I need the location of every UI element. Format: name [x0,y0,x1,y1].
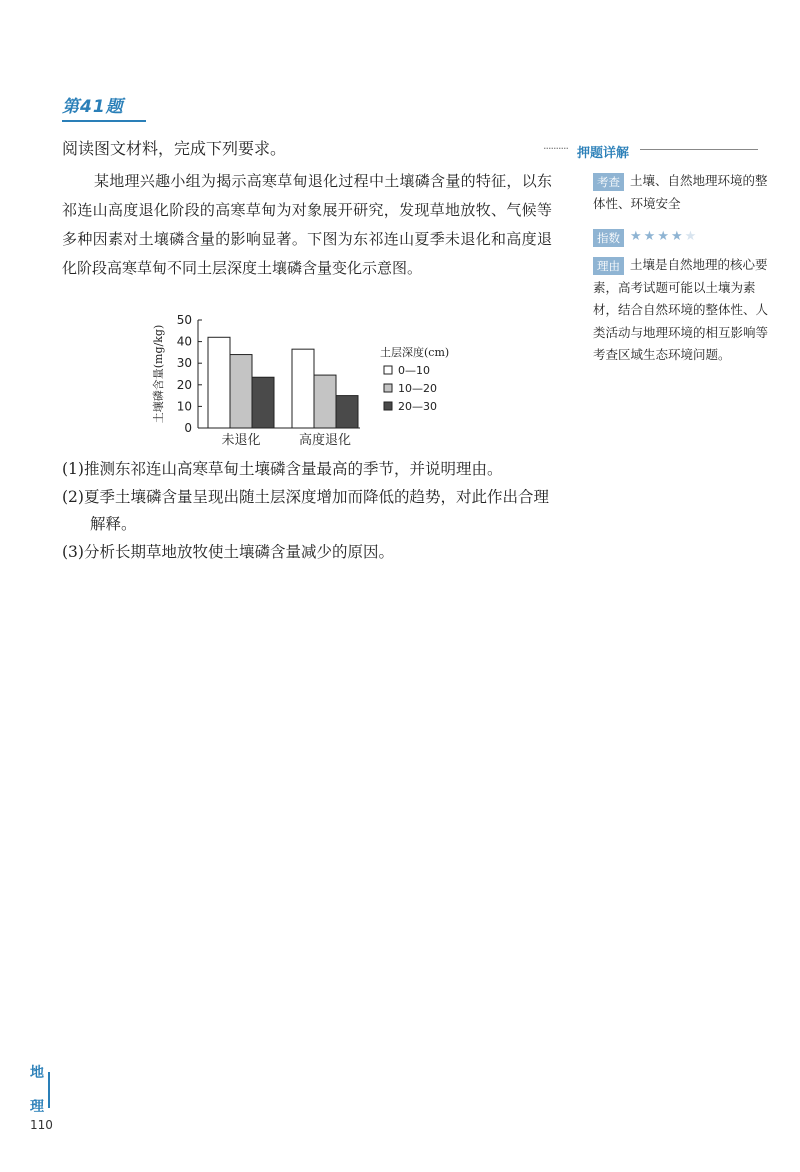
question-1: (1)推测东祁连山高寒草甸土壤磷含量最高的季节，并说明理由。 [62,460,503,478]
bar-2-2 [314,375,336,428]
bar-2-3 [336,396,358,428]
reason-tag: 理由 [593,257,624,275]
y-tick-label: 30 [176,356,192,371]
bar-1-3 [252,377,274,428]
y-tick-label: 40 [176,334,192,349]
title-underline [62,120,146,122]
star-filled-icon: ★ [657,229,671,245]
material-paragraph: 某地理兴趣小组为揭示高寒草甸退化过程中土壤磷含量的特征，以东祁连山高度退化阶段的高寒草甸为对象展开研究，发现草地放牧、气候等多种因素对土壤磷含量的影响显著。下图为东祁连山夏季未退化和高度退化阶段高寒草甸不同土层深度土壤磷含量变化示意图。 [62,172,552,277]
bar-chart-container [150,312,470,452]
legend-swatch [384,384,392,392]
difficulty-stars [630,226,698,249]
reason-text: 土壤是自然地理的核心要素，高考试题可能以土壤为素材，结合自然环境的整体性、人类活动与地理环境的相互影响等考查区域生态环境问题。 [593,257,769,362]
page-footer [30,1062,70,1136]
page-number: 110 [30,1118,53,1132]
y-tick-label: 0 [184,421,192,435]
y-axis-label: 土壤磷含量(mg/kg) [152,324,165,424]
question-title: 第41题 [62,97,124,117]
y-tick-label: 20 [176,377,192,392]
bar-1-2 [230,355,252,428]
y-tick-label: 10 [176,399,192,414]
dotted-leader: ·········· [543,142,568,155]
bar-1-1 [208,337,230,428]
subject-char-2: 理 [30,1099,44,1115]
topic-tag: 考查 [593,173,624,191]
subject-char-1: 地 [30,1065,44,1081]
question-3: (3)分析长期草地放牧使土壤磷含量减少的原因。 [62,542,394,561]
star-empty-icon: ★ [684,229,699,245]
footer-bar [48,1072,50,1108]
star-filled-icon: ★ [643,229,658,245]
legend-swatch [384,402,392,410]
legend-swatch [384,366,392,374]
reason-block [593,254,773,367]
bar-chart [150,312,470,452]
question-list [62,456,554,566]
intro-text: 阅读图文材料，完成下列要求。 [62,139,287,158]
bar-2-1 [292,349,314,428]
difficulty-tag: 指数 [593,229,624,247]
topic-block [593,170,773,215]
star-filled-icon: ★ [630,229,644,245]
x-category-label: 高度退化 [298,433,352,448]
legend-title: 土层深度(cm) [380,346,450,359]
topic-text: 土壤、自然地理环境的整体性、环境安全 [593,173,768,211]
difficulty-block [593,226,773,249]
legend-label: 10—20 [398,382,437,395]
x-category-label: 未退化 [221,433,261,448]
sidebar-rule [640,149,758,150]
question-2: (2)夏季土壤磷含量呈现出随土层深度增加而降低的趋势，对此作出合理解释。 [62,487,549,533]
legend-label: 0—10 [398,364,430,377]
legend-label: 20—30 [398,400,437,413]
y-tick-label: 50 [176,313,192,327]
sidebar-header [543,142,763,162]
sidebar-title: 押题详解 [577,146,630,161]
star-filled-icon: ★ [670,229,685,245]
